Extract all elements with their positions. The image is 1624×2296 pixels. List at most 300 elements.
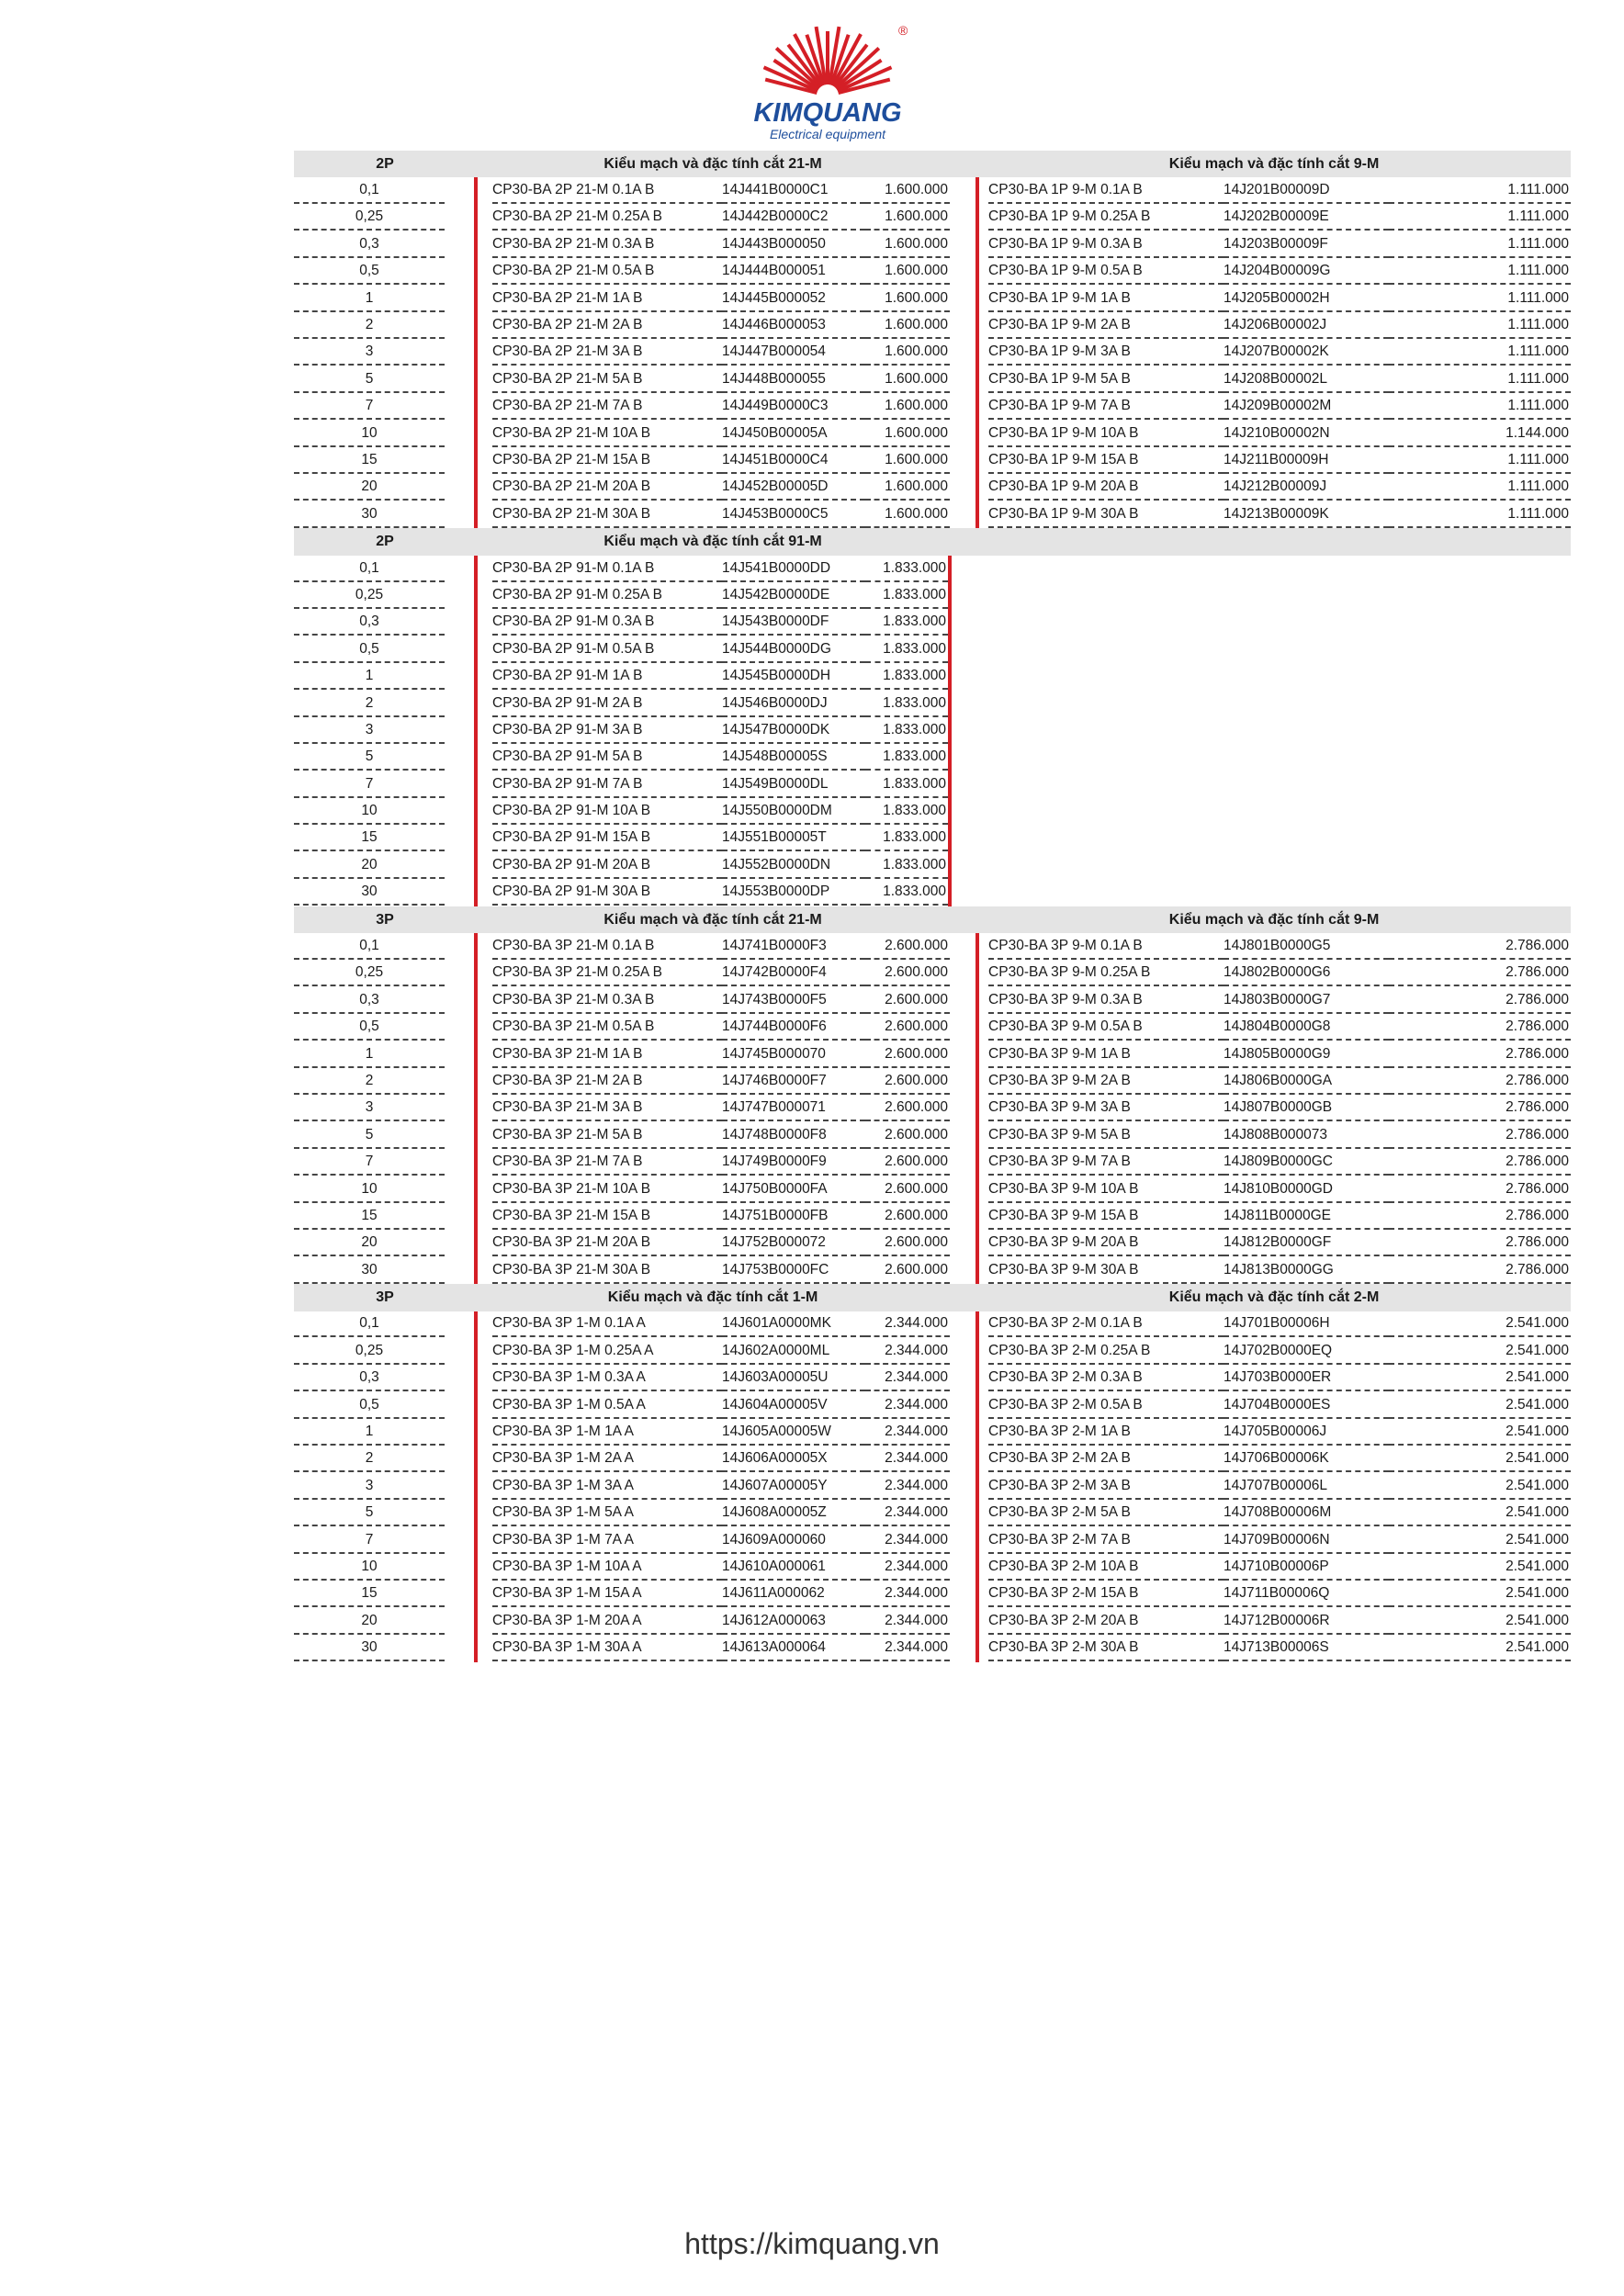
left-model-cell (476, 1419, 722, 1446)
left-code-cell-text: 14J613A000064 (722, 1636, 865, 1661)
left-price-cell (865, 1176, 950, 1203)
left-model-cell (476, 1366, 722, 1392)
left-model-cell-text: CP30-BA 2P 21-M 0.1A B (492, 178, 722, 204)
left-price-cell (865, 636, 950, 663)
spacer (950, 1096, 977, 1122)
spacer (950, 1041, 977, 1068)
rating-cell-text: 2 (294, 692, 445, 717)
right-code-cell (1224, 1176, 1389, 1203)
left-price-cell (865, 1122, 950, 1149)
spacer (950, 1473, 977, 1500)
right-price-cell (1389, 1149, 1571, 1176)
left-model-cell (476, 582, 722, 609)
rating-cell (294, 582, 445, 609)
rating-cell-text: 0,25 (294, 583, 445, 609)
right-code-cell (1224, 1311, 1389, 1338)
left-code-cell-text: 14J606A00005X (722, 1446, 865, 1472)
left-code-cell-text: 14J608A00005Z (722, 1501, 865, 1526)
left-price-cell-text: 1.600.000 (865, 232, 950, 258)
table-row (294, 501, 1571, 528)
table-row (294, 421, 1571, 447)
spacer (950, 421, 977, 447)
spacer (445, 987, 476, 1014)
left-price-cell-text: 1.833.000 (865, 799, 948, 825)
spacer (445, 636, 476, 663)
rating-cell-text: 3 (294, 340, 445, 366)
right-code-cell (1224, 205, 1389, 231)
spacer (445, 1096, 476, 1122)
left-model-cell (476, 1635, 722, 1661)
right-code-cell (1224, 447, 1389, 474)
rating-cell-text: 0,3 (294, 988, 445, 1014)
right-model-cell (977, 259, 1224, 286)
table-row (294, 1068, 1571, 1095)
right-model-cell-text: CP30-BA 1P 9-M 20A B (988, 475, 1224, 501)
left-model-cell-text: CP30-BA 3P 21-M 0.3A B (492, 988, 722, 1014)
rating-cell-text: 1 (294, 1420, 445, 1446)
right-model-cell-text: CP30-BA 1P 9-M 0.1A B (988, 178, 1224, 204)
left-model-cell (476, 1311, 722, 1338)
left-model-cell (476, 826, 722, 852)
left-price-cell-text: 2.600.000 (865, 1015, 950, 1041)
right-model-cell (977, 1419, 1224, 1446)
right-price-cell-text: 2.541.000 (1389, 1339, 1571, 1365)
right-price-cell (1389, 1366, 1571, 1392)
left-price-cell (865, 852, 950, 879)
right-model-cell (977, 1149, 1224, 1176)
right-price-cell (1389, 501, 1571, 528)
spacer (445, 745, 476, 771)
right-code-cell (1224, 475, 1389, 501)
rating-cell (294, 663, 445, 690)
left-price-cell-text: 2.344.000 (865, 1366, 950, 1391)
right-code-cell-text: 14J709B00006N (1224, 1528, 1389, 1554)
right-model-cell-text: CP30-BA 3P 2-M 7A B (988, 1528, 1224, 1554)
left-code-cell-text: 14J607A00005Y (722, 1474, 865, 1500)
right-model-cell (977, 1446, 1224, 1473)
right-code-cell-text: 14J201B00009D (1224, 178, 1389, 204)
right-model-cell-text: CP30-BA 3P 2-M 0.1A B (988, 1311, 1224, 1337)
rating-cell (294, 826, 445, 852)
right-code-cell (1224, 1501, 1389, 1527)
left-model-cell (476, 1041, 722, 1068)
left-code-cell (722, 1015, 865, 1041)
left-model-cell (476, 556, 722, 582)
rating-cell-text: 0,3 (294, 232, 445, 258)
right-price-cell (1389, 1635, 1571, 1661)
left-model-cell (476, 745, 722, 771)
right-code-cell-text: 14J801B0000G5 (1224, 934, 1389, 960)
left-price-cell (865, 177, 950, 204)
left-price-cell-text: 2.344.000 (865, 1446, 950, 1472)
left-code-cell-text: 14J447B000054 (722, 340, 865, 366)
left-model-cell-text: CP30-BA 3P 1-M 15A A (492, 1581, 722, 1607)
right-model-cell-text: CP30-BA 1P 9-M 0.3A B (988, 232, 1224, 258)
left-price-cell (865, 475, 950, 501)
right-code-cell-text: 14J707B00006L (1224, 1474, 1389, 1500)
right-code-cell-text: 14J710B00006P (1224, 1555, 1389, 1581)
right-code-cell (1224, 1392, 1389, 1419)
left-price-cell (865, 826, 950, 852)
rating-cell (294, 880, 445, 906)
right-code-cell (1224, 1446, 1389, 1473)
rating-cell-text: 2 (294, 313, 445, 339)
left-price-cell-text: 2.600.000 (865, 1177, 950, 1203)
right-model-cell (977, 1608, 1224, 1635)
right-price-cell (1389, 987, 1571, 1014)
rating-cell (294, 1096, 445, 1122)
spacer (950, 1176, 977, 1203)
right-model-cell (977, 961, 1224, 987)
right-price-cell-text: 2.786.000 (1389, 1258, 1571, 1284)
spacer (445, 1581, 476, 1608)
left-price-cell-text: 1.833.000 (865, 772, 948, 798)
rating-cell-text: 0,1 (294, 557, 445, 582)
spacer (445, 1203, 476, 1230)
right-model-cell-text: CP30-BA 1P 9-M 30A B (988, 502, 1224, 528)
left-model-cell-text: CP30-BA 2P 91-M 10A B (492, 799, 722, 825)
right-code-cell (1224, 259, 1389, 286)
right-price-cell-text: 1.111.000 (1389, 475, 1571, 501)
left-model-cell-text: CP30-BA 2P 91-M 0.25A B (492, 583, 722, 609)
right-model-cell (977, 447, 1224, 474)
spacer (445, 1231, 476, 1257)
left-code-cell-text: 14J450B00005A (722, 422, 865, 447)
rating-cell-text: 2 (294, 1446, 445, 1472)
right-model-cell-text: CP30-BA 1P 9-M 1A B (988, 287, 1224, 312)
spacer (445, 340, 476, 366)
table-row (294, 691, 1571, 717)
left-code-cell-text: 14J442B0000C2 (722, 205, 865, 231)
left-model-cell (476, 717, 722, 744)
right-model-cell (977, 177, 1224, 204)
right-model-cell-text: CP30-BA 3P 9-M 0.5A B (988, 1015, 1224, 1041)
table-row (294, 1554, 1571, 1581)
right-price-cell (1389, 1041, 1571, 1068)
rating-cell (294, 1068, 445, 1095)
header-gap (950, 528, 977, 555)
left-price-cell-text: 2.344.000 (865, 1474, 950, 1500)
right-price-cell (1389, 1096, 1571, 1122)
left-price-cell-text: 1.600.000 (865, 394, 950, 420)
rating-cell (294, 1473, 445, 1500)
spacer (445, 205, 476, 231)
right-code-cell (1224, 1608, 1389, 1635)
left-model-cell (476, 205, 722, 231)
left-price-cell (865, 1096, 950, 1122)
left-code-cell (722, 501, 865, 528)
right-price-cell (1389, 1527, 1571, 1554)
left-model-cell-text: CP30-BA 2P 21-M 30A B (492, 502, 722, 528)
spacer (950, 1446, 977, 1473)
right-price-cell (1389, 312, 1571, 339)
right-model-cell-text: CP30-BA 3P 9-M 0.25A B (988, 961, 1224, 986)
spacer (445, 231, 476, 258)
table-row (294, 852, 1571, 879)
left-price-cell (865, 205, 950, 231)
table-row (294, 394, 1571, 421)
left-code-cell (722, 1554, 865, 1581)
left-price-cell-text: 1.833.000 (865, 692, 948, 717)
right-model-cell (977, 1338, 1224, 1365)
right-model-cell (977, 1473, 1224, 1500)
left-price-cell-text: 2.600.000 (865, 1231, 950, 1256)
left-price-cell (865, 1041, 950, 1068)
left-price-cell (865, 1392, 950, 1419)
left-model-cell (476, 366, 722, 393)
left-price-cell-text: 1.833.000 (865, 637, 948, 663)
spacer (950, 987, 977, 1014)
spacer (445, 1527, 476, 1554)
left-model-cell (476, 798, 722, 825)
table-row (294, 1501, 1571, 1527)
left-price-cell-text: 2.344.000 (865, 1311, 950, 1337)
table-row (294, 1041, 1571, 1068)
left-code-cell (722, 1068, 865, 1095)
left-price-cell (865, 501, 950, 528)
spacer (445, 1068, 476, 1095)
left-model-cell-text: CP30-BA 3P 21-M 0.5A B (492, 1015, 722, 1041)
spacer (445, 556, 476, 582)
table-row (294, 1096, 1571, 1122)
left-price-cell (865, 1501, 950, 1527)
footer-url[interactable]: https://kimquang.vn (684, 2227, 940, 2260)
right-model-cell-text: CP30-BA 3P 9-M 7A B (988, 1150, 1224, 1176)
rating-cell-text: 7 (294, 394, 445, 420)
right-price-cell (1389, 1176, 1571, 1203)
left-model-cell-text: CP30-BA 3P 1-M 0.1A A (492, 1311, 722, 1337)
left-code-cell (722, 1338, 865, 1365)
right-price-cell-text: 2.786.000 (1389, 1123, 1571, 1149)
right-model-cell (977, 1203, 1224, 1230)
right-code-cell-text: 14J802B0000G6 (1224, 961, 1389, 986)
left-price-cell-text: 1.600.000 (865, 178, 950, 204)
rating-cell (294, 987, 445, 1014)
spacer (950, 1581, 977, 1608)
spacer (445, 933, 476, 960)
left-model-cell (476, 880, 722, 906)
left-code-cell-text: 14J743B0000F5 (722, 988, 865, 1014)
right-group-title: Kiểu mạch và đặc tính cắt 9-M (977, 151, 1571, 177)
left-code-cell-text: 14J751B0000FB (722, 1204, 865, 1230)
spacer (445, 1015, 476, 1041)
right-code-cell (1224, 933, 1389, 960)
right-price-cell (1389, 961, 1571, 987)
left-model-cell-text: CP30-BA 2P 91-M 20A B (492, 853, 722, 879)
left-price-cell (865, 366, 950, 393)
table-row (294, 1231, 1571, 1257)
rating-cell-text: 20 (294, 1609, 445, 1635)
left-code-cell-text: 14J452B00005D (722, 475, 865, 501)
right-price-cell-text: 2.541.000 (1389, 1311, 1571, 1337)
spacer (445, 1419, 476, 1446)
right-price-cell-text: 1.111.000 (1389, 232, 1571, 258)
left-model-cell-text: CP30-BA 2P 21-M 0.5A B (492, 259, 722, 285)
left-model-cell (476, 1096, 722, 1122)
right-price-cell (1389, 1122, 1571, 1149)
rating-cell-text: 0,5 (294, 1393, 445, 1419)
right-code-cell-text: 14J208B00002L (1224, 367, 1389, 393)
table-row (294, 717, 1571, 744)
right-model-cell (977, 1015, 1224, 1041)
left-code-cell-text: 14J549B0000DL (722, 772, 865, 798)
right-code-cell (1224, 1096, 1389, 1122)
right-code-cell-text: 14J209B00002M (1224, 394, 1389, 420)
left-code-cell-text: 14J445B000052 (722, 287, 865, 312)
rating-cell (294, 1041, 445, 1068)
left-model-cell (476, 1122, 722, 1149)
rating-cell (294, 421, 445, 447)
rating-cell-text: 2 (294, 1069, 445, 1095)
right-model-cell-text: CP30-BA 3P 2-M 0.25A B (988, 1339, 1224, 1365)
rating-cell-text: 10 (294, 422, 445, 447)
right-code-cell (1224, 1473, 1389, 1500)
left-code-cell-text: 14J451B0000C4 (722, 448, 865, 474)
rating-cell-text: 1 (294, 287, 445, 312)
left-code-cell-text: 14J548B00005S (722, 745, 865, 771)
left-price-cell (865, 556, 950, 582)
right-code-cell-text: 14J812B0000GF (1224, 1231, 1389, 1256)
left-model-cell (476, 1068, 722, 1095)
left-code-cell-text: 14J744B0000F6 (722, 1015, 865, 1041)
right-code-cell-text: 14J210B00002N (1224, 422, 1389, 447)
left-model-cell-text: CP30-BA 2P 21-M 2A B (492, 313, 722, 339)
right-group-title: Kiểu mạch và đặc tính cắt 9-M (977, 906, 1571, 933)
left-code-cell-text: 14J546B0000DJ (722, 692, 865, 717)
left-code-cell-text: 14J551B00005T (722, 826, 865, 851)
section-header (294, 528, 1571, 555)
left-model-cell (476, 852, 722, 879)
rating-cell-text: 30 (294, 502, 445, 528)
spacer (445, 421, 476, 447)
left-code-cell (722, 663, 865, 690)
left-code-cell (722, 231, 865, 258)
left-model-cell-text: CP30-BA 3P 21-M 5A B (492, 1123, 722, 1149)
rating-cell (294, 717, 445, 744)
right-price-cell-text: 2.786.000 (1389, 1069, 1571, 1095)
spacer (445, 1122, 476, 1149)
right-model-cell (977, 1096, 1224, 1122)
table-row (294, 1419, 1571, 1446)
right-model-cell (977, 987, 1224, 1014)
left-price-cell (865, 717, 950, 744)
left-code-cell (722, 880, 865, 906)
rating-cell-text: 5 (294, 1123, 445, 1149)
table-row (294, 231, 1571, 258)
left-price-cell-text: 1.600.000 (865, 313, 950, 339)
rating-cell (294, 205, 445, 231)
left-price-cell (865, 1311, 950, 1338)
registered-mark: ® (898, 23, 908, 38)
left-code-cell-text: 14J750B0000FA (722, 1177, 865, 1203)
right-code-cell (1224, 961, 1389, 987)
rating-cell (294, 1203, 445, 1230)
right-group-title: Kiểu mạch và đặc tính cắt 2-M (977, 1284, 1571, 1311)
rating-cell (294, 1446, 445, 1473)
left-code-cell (722, 205, 865, 231)
spacer (445, 1473, 476, 1500)
table-row (294, 663, 1571, 690)
left-code-cell (722, 259, 865, 286)
right-code-cell (1224, 340, 1389, 366)
spacer (445, 447, 476, 474)
left-price-cell (865, 1366, 950, 1392)
left-model-cell (476, 1527, 722, 1554)
rating-cell (294, 1257, 445, 1284)
right-code-cell-text: 14J713B00006S (1224, 1636, 1389, 1661)
left-model-cell (476, 231, 722, 258)
spacer (950, 475, 977, 501)
left-code-cell-text: 14J747B000071 (722, 1096, 865, 1121)
table-row (294, 205, 1571, 231)
rating-cell-text: 1 (294, 1042, 445, 1068)
rating-cell (294, 798, 445, 825)
left-code-cell (722, 1419, 865, 1446)
header-gap (950, 906, 977, 933)
left-model-cell-text: CP30-BA 3P 21-M 20A B (492, 1231, 722, 1256)
right-model-cell-text: CP30-BA 1P 9-M 7A B (988, 394, 1224, 420)
left-price-cell (865, 286, 950, 312)
left-price-cell (865, 1338, 950, 1365)
right-price-cell (1389, 1419, 1571, 1446)
left-model-cell-text: CP30-BA 2P 21-M 20A B (492, 475, 722, 501)
right-model-cell (977, 1501, 1224, 1527)
right-code-cell (1224, 366, 1389, 393)
rating-cell (294, 1501, 445, 1527)
spacer (445, 475, 476, 501)
left-code-cell (722, 312, 865, 339)
right-price-cell (1389, 1015, 1571, 1041)
left-price-cell-text: 1.833.000 (865, 745, 948, 771)
section-header (294, 1284, 1571, 1311)
left-model-cell-text: CP30-BA 3P 1-M 1A A (492, 1420, 722, 1446)
pole-label: 2P (294, 151, 476, 177)
left-model-cell (476, 394, 722, 421)
left-price-cell-text: 2.344.000 (865, 1339, 950, 1365)
left-code-cell-text: 14J745B000070 (722, 1042, 865, 1068)
table-row (294, 177, 1571, 204)
spacer (950, 366, 977, 393)
left-model-cell (476, 1446, 722, 1473)
left-price-cell (865, 1231, 950, 1257)
left-model-cell-text: CP30-BA 3P 21-M 15A B (492, 1204, 722, 1230)
left-code-cell (722, 771, 865, 798)
left-price-cell-text: 2.600.000 (865, 1123, 950, 1149)
right-code-cell-text: 14J706B00006K (1224, 1446, 1389, 1472)
rating-cell (294, 771, 445, 798)
left-code-cell (722, 1501, 865, 1527)
spacer (950, 1392, 977, 1419)
spacer (445, 852, 476, 879)
left-price-cell (865, 1149, 950, 1176)
left-group-title: Kiểu mạch và đặc tính cắt 21-M (476, 151, 950, 177)
rating-cell-text: 15 (294, 448, 445, 474)
right-code-cell-text: 14J703B0000ER (1224, 1366, 1389, 1391)
rating-cell-text: 15 (294, 826, 445, 851)
left-price-cell-text: 2.344.000 (865, 1420, 950, 1446)
right-price-cell-text: 2.786.000 (1389, 1231, 1571, 1256)
right-model-cell-text: CP30-BA 3P 9-M 20A B (988, 1231, 1224, 1256)
right-code-cell-text: 14J810B0000GD (1224, 1177, 1389, 1203)
spacer (445, 1041, 476, 1068)
right-price-cell-text: 1.111.000 (1389, 367, 1571, 393)
left-model-cell-text: CP30-BA 3P 1-M 10A A (492, 1555, 722, 1581)
left-code-cell-text: 14J611A000062 (722, 1581, 865, 1607)
left-code-cell (722, 1041, 865, 1068)
right-price-cell-text: 1.111.000 (1389, 259, 1571, 285)
left-code-cell-text: 14J553B0000DP (722, 880, 865, 906)
left-code-cell-text: 14J601A0000MK (722, 1311, 865, 1337)
